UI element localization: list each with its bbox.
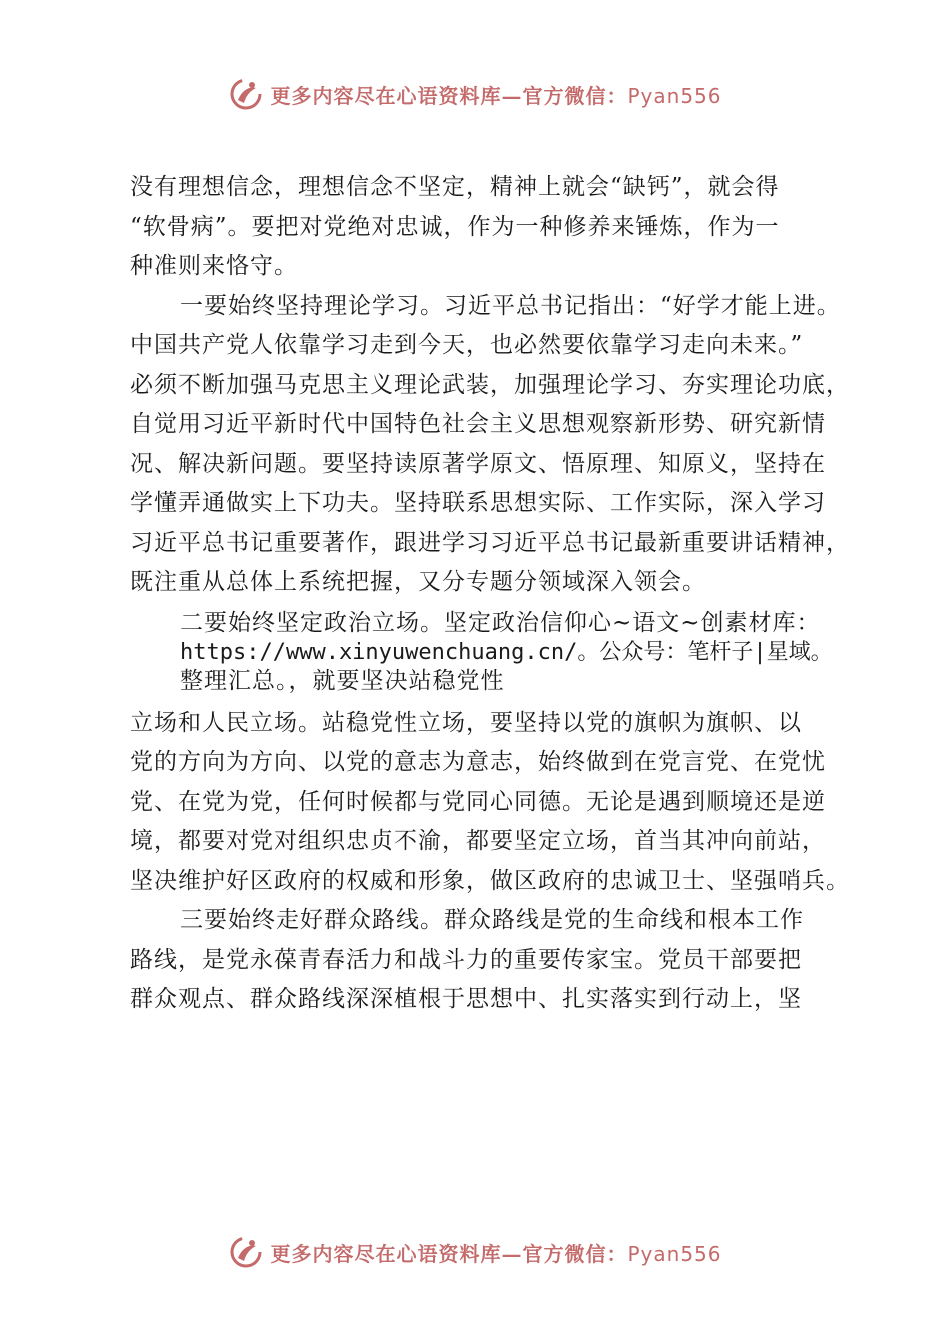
text-line: 学懂弄通做实上下功夫。坚持联系思想实际、工作实际，深入学习 — [130, 490, 826, 516]
paragraph-3-start: 三要始终走好群众路线。群众路线是党的生命线和根本工作 — [180, 907, 804, 933]
text-line: 没有理想信念，理想信念不坚定，精神上就会“缺钙”，就会得 — [130, 174, 780, 200]
text-line: “软骨病”。要把对党绝对忠诚，作为一种修养来锤炼，作为一 — [130, 213, 780, 240]
footer-banner-text: 更多内容尽在心语资料库—官方微信：Pyan556 — [270, 1241, 722, 1266]
text-line: 必须不断加强马克思主义理论武装，加强理论学习、夯实理论功底， — [130, 371, 850, 398]
text-line: 种准则来恪守。 — [130, 253, 298, 279]
logo-icon — [228, 76, 264, 112]
text-line: 群众观点、群众路线深深植根于思想中、扎实落实到行动上，坚 — [130, 986, 802, 1012]
paragraph-1-start: 一要始终坚持理论学习。习近平总书记指出：“好学才能上进。 — [180, 292, 841, 319]
text-line: 党、在党为党，任何时候都与党同心同德。无论是遇到顺境还是逆 — [130, 788, 826, 815]
text-line: 况、解决新问题。要坚持读原著学原文、悟原理、知原义，坚持在 — [130, 450, 826, 477]
logo-icon — [228, 1234, 264, 1270]
header-banner — [0, 72, 950, 116]
document-body — [130, 168, 870, 1020]
text-line: 既注重从总体上系统把握，又分专题分领域深入领会。 — [130, 569, 706, 595]
text-line: 自觉用习近平新时代中国特色社会主义思想观察新形势、研究新情 — [130, 411, 826, 437]
text-line: 立场和人民立场。站稳党性立场，要坚持以党的旗帜为旗帜、以 — [130, 709, 802, 736]
footer-banner — [0, 1230, 950, 1274]
text-line: 党的方向为方向、以党的意志为意志，始终做到在党言党、在党忧 — [130, 749, 826, 775]
header-banner-text: 更多内容尽在心语资料库—官方微信：Pyan556 — [270, 83, 722, 108]
text-line: 习近平总书记重要著作，跟进学习习近平总书记最新重要讲话精神， — [130, 529, 850, 556]
url-line: https://www.xinyuwenchuang.cn/。公众号：笔杆子|星域。 — [180, 639, 833, 665]
text-line: 中国共产党人依靠学习走到今天，也必然要依靠学习走向未来。” — [130, 332, 804, 358]
text-line: 整理汇总。，就要坚决站稳党性 — [180, 667, 505, 694]
text-line: 路线，是党永葆青春活力和战斗力的重要传家宝。党员干部要把 — [130, 946, 802, 973]
paragraph-2-start: 二要始终坚定政治立场。坚定政治信仰心~语文~创素材库： — [180, 609, 821, 636]
text-line: 坚决维护好区政府的权威和形象，做区政府的忠诚卫士、坚强哨兵。 — [130, 867, 850, 894]
text-line: 境，都要对党对组织忠贞不渝，都要坚定立场，首当其冲向前站， — [130, 828, 826, 854]
paragraph-2-block — [130, 603, 870, 704]
